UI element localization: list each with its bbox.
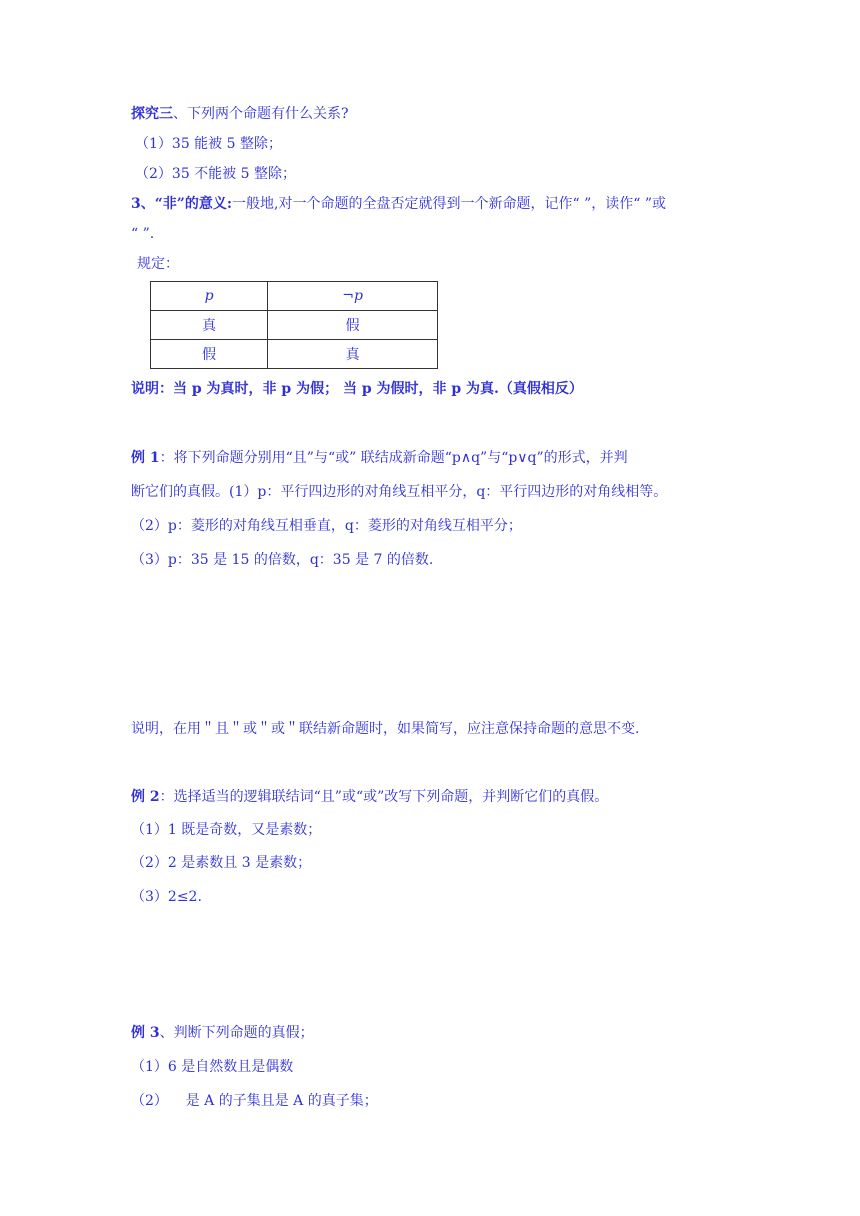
header-not-p: ¬p: [268, 282, 438, 311]
example1-line-1: [131, 448, 628, 468]
example3-title: 例 3: [131, 1025, 160, 1041]
example1-line-2: 断它们的真假。(1）p：平行四边形的对角线互相平分，q：平行四边形的对角线相等。: [131, 484, 668, 500]
cell-not-p-2: 真: [268, 340, 438, 369]
table-row: [151, 340, 438, 369]
example1-text-1: ：将下列命题分别用“且”与“或” 联结成新命题“p∧q”与“p∨q”的形式，并判: [159, 450, 628, 466]
example3-item-2: （2） 是 A 的子集且是 A 的真子集；: [131, 1093, 378, 1109]
explore3-heading: [131, 104, 349, 124]
example2-item-3: （3）2≤2.: [131, 889, 202, 905]
cell-p-1: 真: [151, 311, 268, 340]
rule-label: 规定：: [137, 256, 179, 272]
example1-title: 例 1: [131, 450, 160, 466]
explore3-text: 、下列两个命题有什么关系?: [173, 106, 349, 122]
example2-text: ：选择适当的逻辑联结词“且”或“或”改写下列命题，并判断它们的真假。: [159, 789, 609, 805]
explain-negation: 说明：当 p 为真时，非 p 为假； 当 p 为假时，非 p 为真.（真假相反）: [131, 381, 583, 397]
example3-text: 、判断下列命题的真假；: [159, 1025, 314, 1041]
example3-item-1: （1）6 是自然数且是偶数: [131, 1059, 294, 1075]
definition-line-1: [131, 194, 666, 214]
cell-p-2: 假: [151, 340, 268, 369]
definition-title: 3、“非”的意义:: [131, 196, 233, 212]
example1-line-4: （3）p：35 是 15 的倍数，q：35 是 7 的倍数.: [131, 552, 434, 568]
truth-table-header: [151, 282, 438, 311]
example1-line-3: （2）p：菱形的对角线互相垂直，q：菱形的对角线互相平分；: [131, 518, 522, 534]
explore3-item-1: （1）35 能被 5 整除；: [135, 136, 282, 152]
example2-title: 例 2: [131, 789, 160, 805]
definition-text-1: 一般地,对一个命题的全盘否定就得到一个新命题，记作“ ”，读作“ ”或: [232, 196, 666, 212]
explore3-item-2: （2）35 不能被 5 整除；: [135, 166, 296, 182]
example2-heading: [131, 787, 608, 807]
explore3-title: 探究三: [131, 106, 173, 122]
example2-item-1: （1）1 既是奇数，又是素数；: [131, 822, 322, 838]
table-row: [151, 311, 438, 340]
explain-connectives: 说明，在用＂且＂或＂或＂联结新命题时，如果简写，应注意保持命题的意思不变.: [131, 721, 640, 737]
truth-table: [150, 281, 438, 369]
cell-not-p-1: 假: [268, 311, 438, 340]
example2-item-2: （2）2 是素数且 3 是素数；: [131, 855, 312, 871]
header-p: p: [151, 282, 268, 311]
definition-line-2: “ ”.: [131, 226, 155, 242]
example3-heading: [131, 1023, 314, 1043]
